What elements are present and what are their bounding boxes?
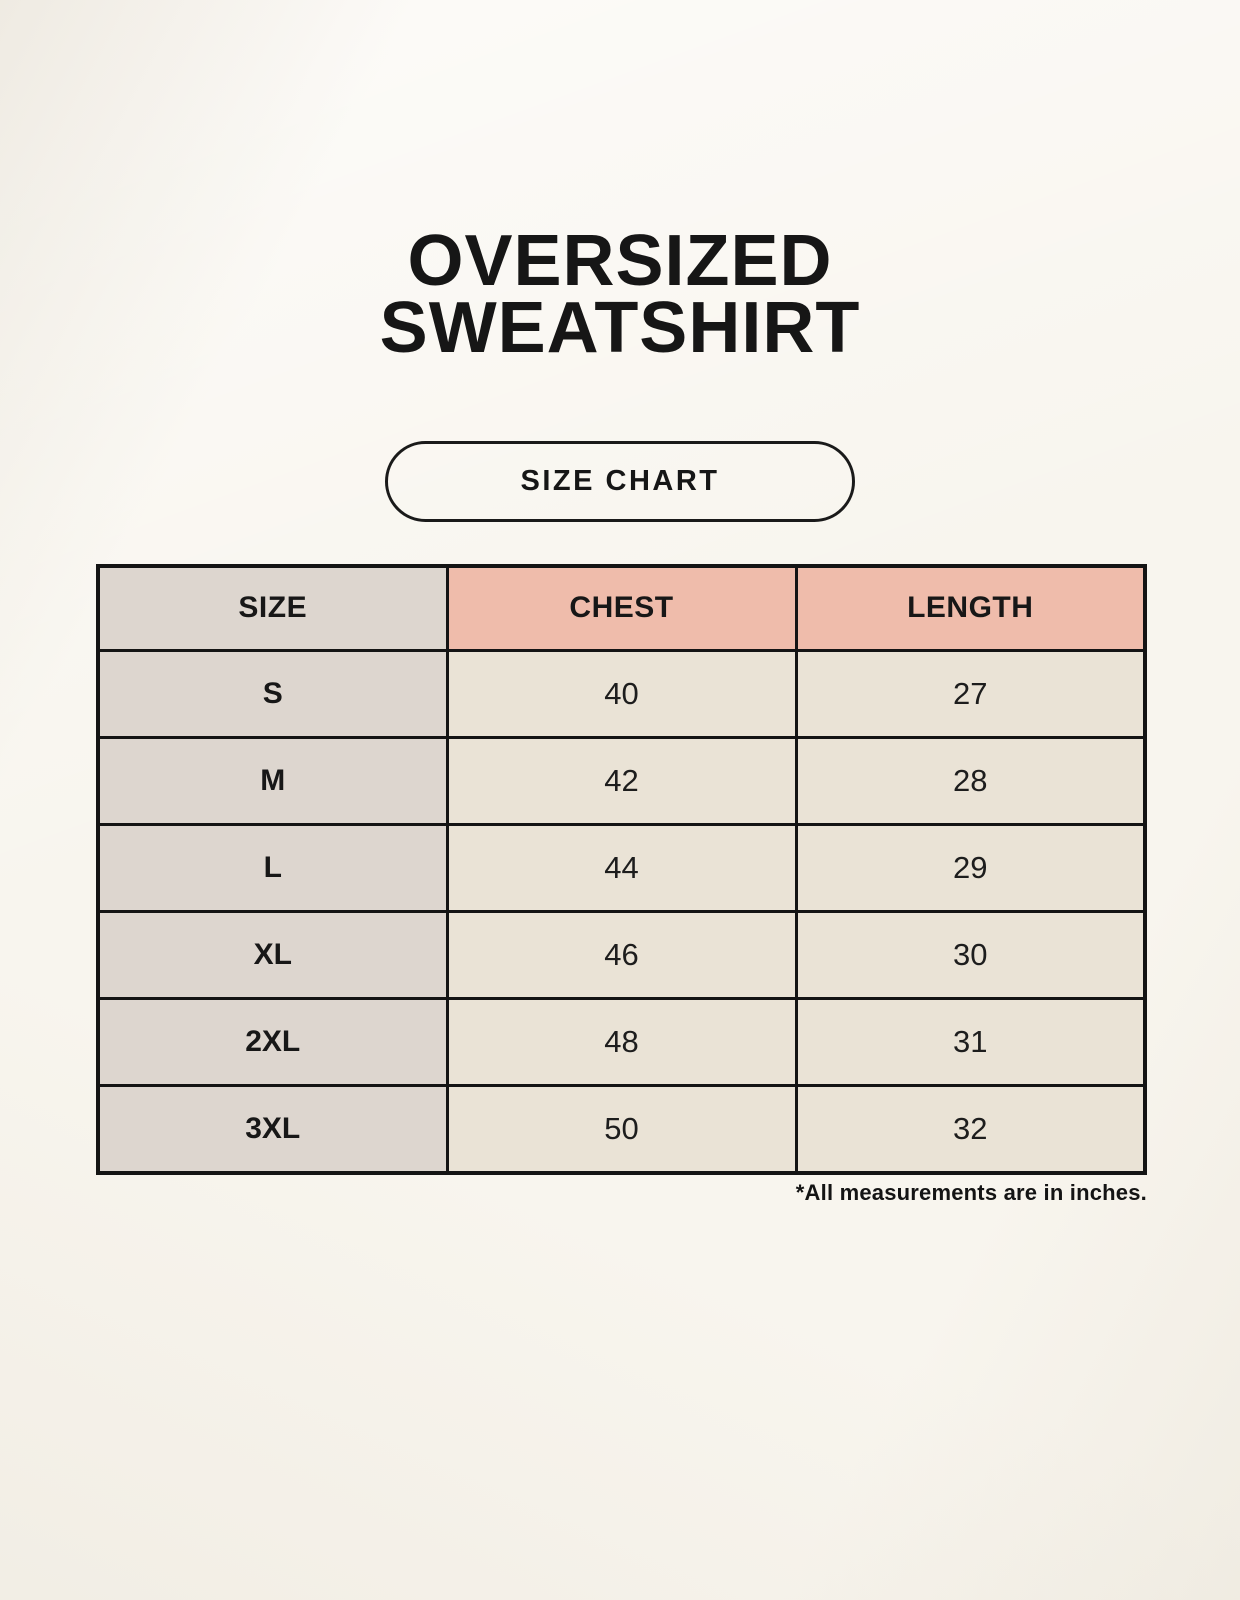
page-title-line2: SWEATSHIRT bbox=[379, 288, 861, 368]
page-title bbox=[0, 221, 1240, 368]
chest-value: 50 bbox=[447, 1086, 796, 1173]
size-label: 3XL bbox=[98, 1086, 447, 1173]
length-value: 27 bbox=[796, 650, 1145, 737]
chest-value: 44 bbox=[447, 824, 796, 911]
size-label: L bbox=[98, 824, 447, 911]
chest-value: 48 bbox=[447, 999, 796, 1086]
size-chart-table bbox=[96, 564, 1147, 1175]
length-value: 30 bbox=[796, 911, 1145, 998]
table-row bbox=[98, 824, 1145, 911]
column-header-size: SIZE bbox=[98, 566, 447, 650]
chest-value: 40 bbox=[447, 650, 796, 737]
table-header-row bbox=[98, 566, 1145, 650]
size-chart-button-label: SIZE CHART bbox=[520, 465, 720, 497]
table-row bbox=[98, 911, 1145, 998]
chest-value: 42 bbox=[447, 737, 796, 824]
column-header-chest: CHEST bbox=[447, 566, 796, 650]
table-row bbox=[98, 650, 1145, 737]
table-row bbox=[98, 1086, 1145, 1173]
length-value: 32 bbox=[796, 1086, 1145, 1173]
length-value: 31 bbox=[796, 999, 1145, 1086]
length-value: 29 bbox=[796, 824, 1145, 911]
table-row bbox=[98, 737, 1145, 824]
chest-value: 46 bbox=[447, 911, 796, 998]
size-chart-button[interactable] bbox=[385, 441, 855, 522]
size-label: M bbox=[98, 737, 447, 824]
table-row bbox=[98, 999, 1145, 1086]
length-value: 28 bbox=[796, 737, 1145, 824]
page-title-line1: OVERSIZED bbox=[407, 221, 833, 301]
size-label: 2XL bbox=[98, 999, 447, 1086]
size-label: XL bbox=[98, 911, 447, 998]
size-label: S bbox=[98, 650, 447, 737]
column-header-length: LENGTH bbox=[796, 566, 1145, 650]
measurements-footnote: *All measurements are in inches. bbox=[795, 1180, 1147, 1205]
